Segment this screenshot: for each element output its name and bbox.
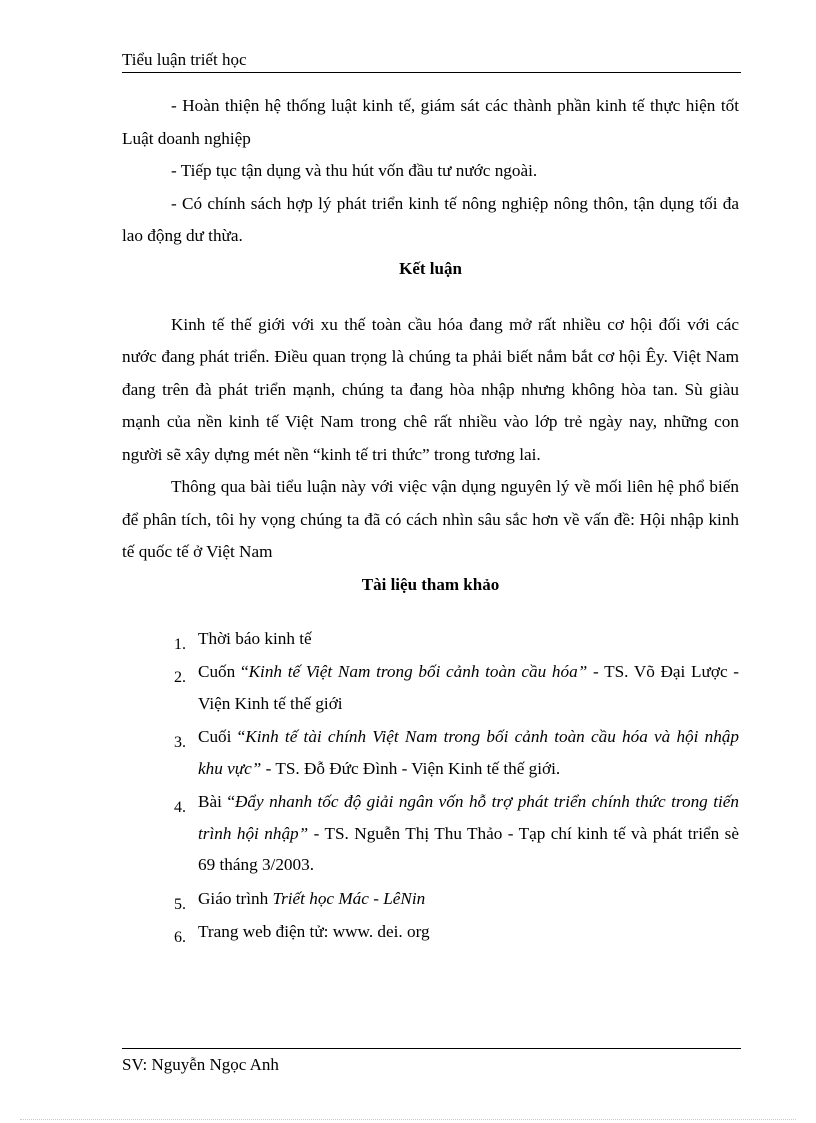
page-edge-divider bbox=[20, 1119, 796, 1120]
reference-item bbox=[122, 786, 739, 881]
reference-number: 6. bbox=[174, 929, 186, 946]
reference-number: 3. bbox=[174, 734, 186, 751]
reference-source: - TS. Võ Đại Lược - Viện Kinh tế thế giới bbox=[198, 662, 739, 713]
reference-item bbox=[122, 623, 739, 655]
conclusion-paragraph: Thông qua bài tiểu luận này với việc vận dụng nguyên lý về mối liên hệ phổ biến để phân tích, tôi hy vọng chúng ta đã có cách nhìn sâu sắc hơn về vấn đề: Hội nhập kinh tế quốc tế ở Việt Nam bbox=[122, 477, 739, 561]
reference-number: 5. bbox=[174, 895, 186, 913]
bullet-paragraph: - Có chính sách hợp lý phát triển kinh tế nông nghiệp nông thôn, tận dụng tối đa lao động dư thừa. bbox=[122, 193, 739, 245]
references-heading: Tài liệu tham khảo bbox=[361, 574, 500, 594]
footer-author: SV: Nguyễn Ngọc Anh bbox=[122, 1055, 279, 1074]
bullet-paragraph: - Hoàn thiện hệ thống luật kinh tế, giám sát các thành phần kinh tế thực hiện tốt Luật doanh nghiệp bbox=[122, 96, 739, 148]
reference-title: Kinh tế Việt Nam trong bối cảnh toàn cầu hóa” bbox=[248, 662, 588, 681]
reference-text: Thời báo kinh tế bbox=[198, 628, 312, 648]
reference-text: Cuối “ bbox=[198, 727, 246, 746]
reference-title: Kinh tế tài chính Việt Nam trong bối cảnh toàn cầu hóa và hội nhập khu vực” bbox=[198, 727, 739, 778]
reference-text: Giáo trình bbox=[198, 888, 273, 908]
reference-text: Trang web điện tử: www. dei. org bbox=[198, 922, 430, 941]
reference-item bbox=[122, 656, 739, 719]
reference-number: 1. bbox=[174, 635, 186, 653]
reference-number: 4. bbox=[174, 799, 186, 816]
reference-text: Cuốn “ bbox=[198, 662, 249, 681]
reference-source: - TS. Nguễn Thị Thu Thảo - Tạp chí kinh tế và phát triển sè 69 tháng 3/2003. bbox=[198, 823, 739, 874]
document-body bbox=[122, 90, 739, 948]
reference-item bbox=[122, 883, 739, 915]
reference-title: Đẩy nhanh tốc độ giải ngân vốn hỗ trợ phát triển chính thức trong tiến trình hội nhập” bbox=[198, 792, 739, 843]
page-header bbox=[122, 50, 741, 73]
reference-source: - TS. Đỗ Đức Đình - Viện Kinh tế thế giới. bbox=[261, 758, 561, 778]
reference-title: Triết học Mác - LêNin bbox=[272, 888, 426, 908]
reference-item bbox=[122, 916, 739, 948]
bullet-paragraph: - Tiếp tục tận dụng và thu hút vốn đầu tư nước ngoài. bbox=[171, 161, 538, 180]
conclusion-heading: Kết luận bbox=[399, 258, 462, 278]
reference-item bbox=[122, 721, 739, 784]
header-title: Tiểu luận triết học bbox=[122, 50, 247, 69]
references-list bbox=[122, 623, 739, 948]
reference-text: Bài “ bbox=[198, 792, 235, 811]
conclusion-paragraph: Kinh tế thế giới với xu thế toàn cầu hóa đang mở rất nhiều cơ hội đối với các nước đang phát triển. Điều quan trọng là chúng ta phải biết nắm bắt cơ hội Êy. Việt Nam đang trên đà phát triển mạnh, chúng ta đang hòa nhập nhưng không hòa tan. Sù giàu mạnh của nền kinh tế Việt Nam trong chê rất nhiều vào lớp trẻ ngày nay, những con người sẽ xây dựng mét nền “kinh tế tri thức” trong tương lai. bbox=[122, 314, 739, 464]
reference-number: 2. bbox=[174, 669, 186, 686]
page-footer bbox=[122, 1048, 741, 1074]
